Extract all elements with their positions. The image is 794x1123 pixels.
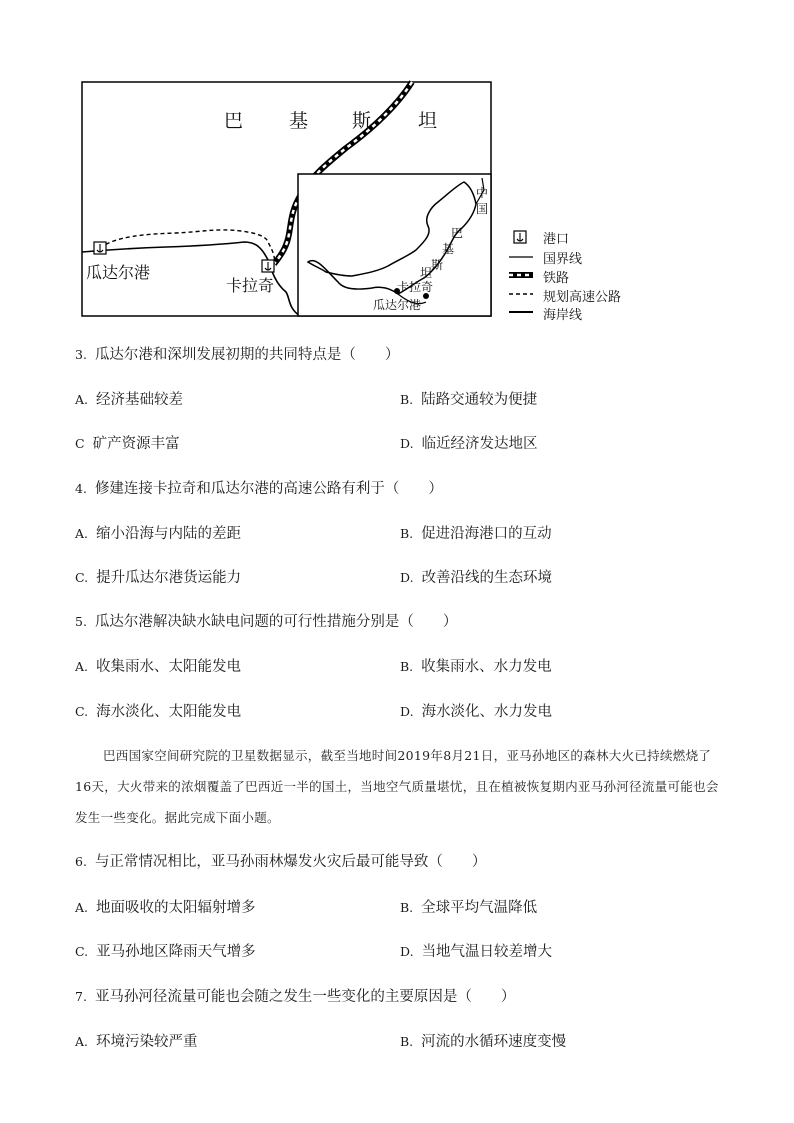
q5-option-d[interactable]: D. 海水淡化、水力发电: [400, 704, 553, 720]
q6-option-d[interactable]: D. 当地气温日较差增大: [400, 944, 553, 960]
question-7: 7. 亚马孙河径流量可能也会随之发生一些变化的主要原因是（ ）: [75, 989, 516, 1005]
inset-label-gwadar: 瓜达尔港: [373, 298, 422, 312]
inset-label-guo: 国: [476, 202, 489, 216]
map-label-ji: 基: [289, 110, 310, 132]
inset-label-karachi: 卡拉奇: [397, 280, 434, 294]
inset-label-ji: 基: [442, 242, 455, 256]
legend-label-port: 港口: [543, 232, 570, 247]
legend-label-coastline: 海岸线: [543, 308, 583, 323]
question-5: 5. 瓜达尔港解决缺水缺电问题的可行性措施分别是（ ）: [75, 614, 458, 630]
legend-port-icon: [514, 231, 526, 243]
q5-option-c[interactable]: C. 海水淡化、太阳能发电: [75, 704, 242, 720]
map-figure: [76, 76, 636, 326]
question-3: 3. 瓜达尔港和深圳发展初期的共同特点是（ ）: [75, 347, 400, 363]
q7-option-a[interactable]: A. 环境污染较严重: [75, 1034, 198, 1050]
q6-option-c[interactable]: C. 亚马孙地区降雨天气增多: [75, 944, 256, 960]
port-icon-gwadar: [94, 242, 106, 254]
inset-map-frame: [298, 174, 491, 316]
q6-option-b[interactable]: B. 全球平均气温降低: [400, 900, 538, 916]
question-6: 6. 与正常情况相比，亚马孙雨林爆发火灾后最可能导致（ ）: [75, 854, 487, 870]
q6-option-a[interactable]: A. 地面吸收的太阳辐射增多: [75, 900, 256, 916]
q4-option-b[interactable]: B. 促进沿海港口的互动: [400, 526, 552, 542]
map-label-ba: 巴: [224, 110, 245, 132]
inset-label-ba: 巴: [451, 226, 464, 240]
reading-passage: 巴西国家空间研究院的卫星数据显示，截至当地时间2019年8月21日，亚马孙地区的森林大火已持续燃烧了16天，大火带来的浓烟覆盖了巴西近一半的国土，当地空气质量堪忧，且在植被恢复期内亚马孙河径流量可能也会发生一些变化。据此完成下面小题。: [75, 748, 719, 825]
inset-label-si: 斯: [431, 258, 444, 272]
q4-option-d[interactable]: D. 改善沿线的生态环境: [400, 570, 553, 586]
q3-option-d[interactable]: D. 临近经济发达地区: [400, 436, 538, 452]
legend-label-border: 国界线: [543, 252, 583, 267]
q4-option-c[interactable]: C. 提升瓜达尔港货运能力: [75, 570, 242, 586]
q3-option-b[interactable]: B. 陆路交通较为便捷: [400, 392, 538, 408]
map-label-tan: 坦: [418, 110, 439, 132]
inset-label-tan: 坦: [420, 266, 433, 280]
legend-label-railway: 铁路: [543, 271, 570, 286]
q4-option-a[interactable]: A. 缩小沿海与内陆的差距: [75, 526, 242, 542]
map-label-karachi: 卡拉奇: [226, 276, 275, 295]
q5-option-b[interactable]: B. 收集雨水、水力发电: [400, 659, 552, 675]
question-4: 4. 修建连接卡拉奇和瓜达尔港的高速公路有利于（ ）: [75, 481, 443, 497]
q5-option-a[interactable]: A. 收集雨水、太阳能发电: [75, 659, 242, 675]
map-label-si: 斯: [352, 110, 373, 132]
port-icon-karachi: [262, 260, 274, 272]
q3-option-c[interactable]: C 矿产资源丰富: [75, 436, 180, 452]
legend-label-highway: 规划高速公路: [543, 290, 622, 305]
inset-label-zhong: 中: [476, 186, 489, 200]
map-label-gwadar: 瓜达尔港: [86, 263, 151, 282]
q3-option-a[interactable]: A. 经济基础较差: [75, 392, 184, 408]
q7-option-b[interactable]: B. 河流的水循环速度变慢: [400, 1034, 567, 1050]
